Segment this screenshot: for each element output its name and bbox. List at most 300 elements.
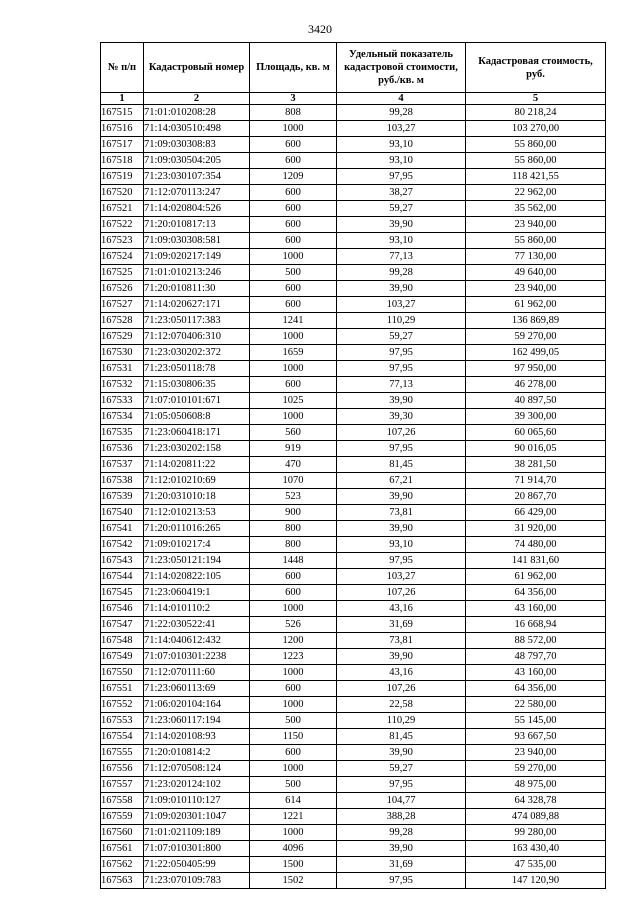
row-number-cell: 167542 xyxy=(101,537,144,553)
cadastral-value-cell: 43 160,00 xyxy=(466,665,606,681)
table-row xyxy=(101,281,606,297)
cadastral-number-cell: 71:20:010817:13 xyxy=(144,217,250,233)
cadastral-number-cell: 71:12:070508:124 xyxy=(144,761,250,777)
header-unit-rate: Удельный показатель кадастровой стоимости, руб./кв. м xyxy=(337,43,466,93)
row-number-cell: 167561 xyxy=(101,841,144,857)
table-row xyxy=(101,489,606,505)
cadastral-number-cell: 71:14:020108:93 xyxy=(144,729,250,745)
column-number: 3 xyxy=(250,93,337,105)
table-row xyxy=(101,345,606,361)
cadastral-value-cell: 474 089,88 xyxy=(466,809,606,825)
cadastral-value-cell: 90 016,05 xyxy=(466,441,606,457)
header-row-number: № п/п xyxy=(101,43,144,93)
cadastral-number-cell: 71:09:010217:4 xyxy=(144,537,250,553)
cadastral-number-cell: 71:01:021109:189 xyxy=(144,825,250,841)
table-row xyxy=(101,185,606,201)
cadastral-value-cell: 74 480,00 xyxy=(466,537,606,553)
row-number-cell: 167520 xyxy=(101,185,144,201)
unit-rate-cell: 77,13 xyxy=(337,249,466,265)
row-number-cell: 167523 xyxy=(101,233,144,249)
cadastral-number-cell: 71:23:050118:78 xyxy=(144,361,250,377)
row-number-cell: 167525 xyxy=(101,265,144,281)
cadastral-value-cell: 39 300,00 xyxy=(466,409,606,425)
table-row xyxy=(101,601,606,617)
area-cell: 1241 xyxy=(250,313,337,329)
cadastral-value-cell: 22 962,00 xyxy=(466,185,606,201)
area-cell: 1448 xyxy=(250,553,337,569)
unit-rate-cell: 93,10 xyxy=(337,153,466,169)
table-row xyxy=(101,201,606,217)
cadastral-number-cell: 71:23:060117:194 xyxy=(144,713,250,729)
row-number-cell: 167555 xyxy=(101,745,144,761)
row-number-cell: 167560 xyxy=(101,825,144,841)
cadastral-value-cell: 49 640,00 xyxy=(466,265,606,281)
table-row xyxy=(101,841,606,857)
table-row xyxy=(101,825,606,841)
cadastral-value-cell: 61 962,00 xyxy=(466,569,606,585)
area-cell: 1000 xyxy=(250,825,337,841)
area-cell: 600 xyxy=(250,217,337,233)
row-number-cell: 167537 xyxy=(101,457,144,473)
unit-rate-cell: 73,81 xyxy=(337,505,466,521)
area-cell: 470 xyxy=(250,457,337,473)
header-area: Площадь, кв. м xyxy=(250,43,337,93)
cadastral-value-cell: 64 356,00 xyxy=(466,585,606,601)
row-number-cell: 167556 xyxy=(101,761,144,777)
area-cell: 600 xyxy=(250,297,337,313)
cadastral-number-cell: 71:14:020822:105 xyxy=(144,569,250,585)
area-cell: 500 xyxy=(250,713,337,729)
cadastral-number-cell: 71:23:030202:372 xyxy=(144,345,250,361)
row-number-cell: 167536 xyxy=(101,441,144,457)
column-number: 5 xyxy=(466,93,606,105)
unit-rate-cell: 97,95 xyxy=(337,169,466,185)
header-row xyxy=(101,43,606,93)
cadastral-number-cell: 71:14:020804:526 xyxy=(144,201,250,217)
cadastral-number-cell: 71:23:020124:102 xyxy=(144,777,250,793)
cadastral-number-cell: 71:23:060418:171 xyxy=(144,425,250,441)
header-cadastral-number: Кадастровый номер xyxy=(144,43,250,93)
table-row xyxy=(101,265,606,281)
table-row xyxy=(101,697,606,713)
area-cell: 600 xyxy=(250,569,337,585)
unit-rate-cell: 107,26 xyxy=(337,681,466,697)
row-number-cell: 167543 xyxy=(101,553,144,569)
unit-rate-cell: 22,58 xyxy=(337,697,466,713)
cadastral-number-cell: 71:23:060419:1 xyxy=(144,585,250,601)
unit-rate-cell: 110,29 xyxy=(337,313,466,329)
column-number: 4 xyxy=(337,93,466,105)
table-row xyxy=(101,121,606,137)
table-body xyxy=(101,105,606,889)
cadastral-number-cell: 71:14:020627:171 xyxy=(144,297,250,313)
page-number: 3420 xyxy=(308,22,332,36)
unit-rate-cell: 67,21 xyxy=(337,473,466,489)
row-number-cell: 167538 xyxy=(101,473,144,489)
row-number-cell: 167528 xyxy=(101,313,144,329)
table-row xyxy=(101,313,606,329)
area-cell: 1659 xyxy=(250,345,337,361)
cadastral-number-cell: 71:12:070113:247 xyxy=(144,185,250,201)
unit-rate-cell: 97,95 xyxy=(337,873,466,889)
row-number-cell: 167559 xyxy=(101,809,144,825)
cadastral-value-cell: 64 356,00 xyxy=(466,681,606,697)
unit-rate-cell: 104,77 xyxy=(337,793,466,809)
cadastral-value-cell: 97 950,00 xyxy=(466,361,606,377)
unit-rate-cell: 103,27 xyxy=(337,297,466,313)
row-number-cell: 167521 xyxy=(101,201,144,217)
cadastral-value-cell: 23 940,00 xyxy=(466,745,606,761)
unit-rate-cell: 103,27 xyxy=(337,569,466,585)
area-cell: 1070 xyxy=(250,473,337,489)
cadastral-value-cell: 23 940,00 xyxy=(466,281,606,297)
row-number-cell: 167550 xyxy=(101,665,144,681)
area-cell: 1000 xyxy=(250,249,337,265)
cadastral-value-cell: 55 860,00 xyxy=(466,153,606,169)
cadastral-value-cell: 88 572,00 xyxy=(466,633,606,649)
cadastral-value-cell: 103 270,00 xyxy=(466,121,606,137)
area-cell: 500 xyxy=(250,777,337,793)
cadastral-number-cell: 71:09:020301:1047 xyxy=(144,809,250,825)
cadastral-number-cell: 71:23:030202:158 xyxy=(144,441,250,457)
cadastral-value-cell: 43 160,00 xyxy=(466,601,606,617)
cadastral-value-cell: 163 430,40 xyxy=(466,841,606,857)
row-number-cell: 167548 xyxy=(101,633,144,649)
area-cell: 1500 xyxy=(250,857,337,873)
cadastral-value-cell: 35 562,00 xyxy=(466,201,606,217)
unit-rate-cell: 99,28 xyxy=(337,825,466,841)
table-row xyxy=(101,329,606,345)
cadastral-value-cell: 38 281,50 xyxy=(466,457,606,473)
row-number-cell: 167539 xyxy=(101,489,144,505)
unit-rate-cell: 39,30 xyxy=(337,409,466,425)
unit-rate-cell: 31,69 xyxy=(337,617,466,633)
row-number-cell: 167547 xyxy=(101,617,144,633)
unit-rate-cell: 93,10 xyxy=(337,137,466,153)
cadastral-number-cell: 71:23:050117:383 xyxy=(144,313,250,329)
area-cell: 500 xyxy=(250,265,337,281)
unit-rate-cell: 107,26 xyxy=(337,425,466,441)
table-row xyxy=(101,713,606,729)
unit-rate-cell: 81,45 xyxy=(337,457,466,473)
cadastral-number-cell: 71:23:060113:69 xyxy=(144,681,250,697)
row-number-cell: 167515 xyxy=(101,105,144,121)
table-row xyxy=(101,377,606,393)
table-row xyxy=(101,873,606,889)
area-cell: 1025 xyxy=(250,393,337,409)
unit-rate-cell: 99,28 xyxy=(337,105,466,121)
cadastral-value-cell: 48 975,00 xyxy=(466,777,606,793)
row-number-cell: 167534 xyxy=(101,409,144,425)
cadastral-number-cell: 71:07:010301:800 xyxy=(144,841,250,857)
unit-rate-cell: 38,27 xyxy=(337,185,466,201)
area-cell: 526 xyxy=(250,617,337,633)
row-number-cell: 167531 xyxy=(101,361,144,377)
row-number-cell: 167546 xyxy=(101,601,144,617)
unit-rate-cell: 93,10 xyxy=(337,233,466,249)
cadastral-value-cell: 20 867,70 xyxy=(466,489,606,505)
header-cadastral-value: Кадастровая стоимость, руб. xyxy=(466,43,606,93)
table-row xyxy=(101,217,606,233)
row-number-cell: 167519 xyxy=(101,169,144,185)
row-number-cell: 167524 xyxy=(101,249,144,265)
table-row xyxy=(101,441,606,457)
cadastral-value-cell: 31 920,00 xyxy=(466,521,606,537)
cadastral-value-cell: 118 421,55 xyxy=(466,169,606,185)
row-number-cell: 167533 xyxy=(101,393,144,409)
row-number-cell: 167535 xyxy=(101,425,144,441)
table-row xyxy=(101,777,606,793)
cadastral-number-cell: 71:22:030522:41 xyxy=(144,617,250,633)
cadastral-value-cell: 22 580,00 xyxy=(466,697,606,713)
cadastral-number-cell: 71:12:010213:53 xyxy=(144,505,250,521)
cadastral-value-cell: 48 797,70 xyxy=(466,649,606,665)
cadastral-value-cell: 61 962,00 xyxy=(466,297,606,313)
cadastral-value-cell: 71 914,70 xyxy=(466,473,606,489)
unit-rate-cell: 39,90 xyxy=(337,841,466,857)
unit-rate-cell: 39,90 xyxy=(337,393,466,409)
area-cell: 600 xyxy=(250,201,337,217)
area-cell: 808 xyxy=(250,105,337,121)
table-row xyxy=(101,473,606,489)
area-cell: 1000 xyxy=(250,409,337,425)
unit-rate-cell: 39,90 xyxy=(337,217,466,233)
unit-rate-cell: 97,95 xyxy=(337,441,466,457)
cadastral-number-cell: 71:06:020104:164 xyxy=(144,697,250,713)
area-cell: 1000 xyxy=(250,121,337,137)
area-cell: 1223 xyxy=(250,649,337,665)
row-number-cell: 167544 xyxy=(101,569,144,585)
row-number-cell: 167526 xyxy=(101,281,144,297)
cadastral-value-cell: 60 065,60 xyxy=(466,425,606,441)
cadastral-number-cell: 71:12:070406:310 xyxy=(144,329,250,345)
cadastral-number-cell: 71:09:030308:581 xyxy=(144,233,250,249)
table-row xyxy=(101,649,606,665)
unit-rate-cell: 110,29 xyxy=(337,713,466,729)
cadastral-value-cell: 99 280,00 xyxy=(466,825,606,841)
area-cell: 1209 xyxy=(250,169,337,185)
table-row xyxy=(101,585,606,601)
unit-rate-cell: 59,27 xyxy=(337,201,466,217)
area-cell: 1000 xyxy=(250,601,337,617)
unit-rate-cell: 81,45 xyxy=(337,729,466,745)
row-number-cell: 167518 xyxy=(101,153,144,169)
cadastral-value-cell: 16 668,94 xyxy=(466,617,606,633)
row-number-cell: 167532 xyxy=(101,377,144,393)
unit-rate-cell: 43,16 xyxy=(337,601,466,617)
cadastral-value-cell: 136 869,89 xyxy=(466,313,606,329)
cadastral-value-cell: 59 270,00 xyxy=(466,329,606,345)
cadastral-number-cell: 71:07:010101:671 xyxy=(144,393,250,409)
row-number-cell: 167517 xyxy=(101,137,144,153)
unit-rate-cell: 388,28 xyxy=(337,809,466,825)
cadastral-number-cell: 71:05:050608:8 xyxy=(144,409,250,425)
table-row xyxy=(101,617,606,633)
cadastral-value-cell: 147 120,90 xyxy=(466,873,606,889)
area-cell: 1000 xyxy=(250,697,337,713)
area-cell: 1221 xyxy=(250,809,337,825)
cadastral-value-table xyxy=(100,42,606,889)
table-row xyxy=(101,137,606,153)
cadastral-number-cell: 71:01:010208:28 xyxy=(144,105,250,121)
unit-rate-cell: 39,90 xyxy=(337,281,466,297)
cadastral-number-cell: 71:20:031010:18 xyxy=(144,489,250,505)
cadastral-number-cell: 71:07:010301:2238 xyxy=(144,649,250,665)
row-number-cell: 167551 xyxy=(101,681,144,697)
cadastral-value-cell: 55 860,00 xyxy=(466,137,606,153)
cadastral-value-cell: 59 270,00 xyxy=(466,761,606,777)
cadastral-value-cell: 40 897,50 xyxy=(466,393,606,409)
row-number-cell: 167554 xyxy=(101,729,144,745)
unit-rate-cell: 39,90 xyxy=(337,521,466,537)
cadastral-number-cell: 71:09:010110:127 xyxy=(144,793,250,809)
area-cell: 1000 xyxy=(250,361,337,377)
unit-rate-cell: 59,27 xyxy=(337,329,466,345)
table-row xyxy=(101,425,606,441)
cadastral-value-cell: 55 145,00 xyxy=(466,713,606,729)
table-row xyxy=(101,105,606,121)
unit-rate-cell: 59,27 xyxy=(337,761,466,777)
cadastral-value-cell: 162 499,05 xyxy=(466,345,606,361)
table-row xyxy=(101,457,606,473)
cadastral-value-cell: 66 429,00 xyxy=(466,505,606,521)
row-number-cell: 167529 xyxy=(101,329,144,345)
cadastral-number-cell: 71:14:010110:2 xyxy=(144,601,250,617)
unit-rate-cell: 31,69 xyxy=(337,857,466,873)
area-cell: 900 xyxy=(250,505,337,521)
table-row xyxy=(101,505,606,521)
cadastral-number-cell: 71:14:040612:432 xyxy=(144,633,250,649)
unit-rate-cell: 43,16 xyxy=(337,665,466,681)
cadastral-value-cell: 93 667,50 xyxy=(466,729,606,745)
area-cell: 600 xyxy=(250,185,337,201)
table-row xyxy=(101,745,606,761)
area-cell: 919 xyxy=(250,441,337,457)
area-cell: 600 xyxy=(250,681,337,697)
area-cell: 800 xyxy=(250,521,337,537)
table-row xyxy=(101,537,606,553)
row-number-cell: 167557 xyxy=(101,777,144,793)
row-number-cell: 167527 xyxy=(101,297,144,313)
cadastral-number-cell: 71:23:030107:354 xyxy=(144,169,250,185)
row-number-cell: 167522 xyxy=(101,217,144,233)
unit-rate-cell: 93,10 xyxy=(337,537,466,553)
row-number-cell: 167563 xyxy=(101,873,144,889)
table-row xyxy=(101,521,606,537)
cadastral-number-cell: 71:20:010814:2 xyxy=(144,745,250,761)
column-number-row xyxy=(101,93,606,105)
cadastral-number-cell: 71:09:020217:149 xyxy=(144,249,250,265)
table-row xyxy=(101,793,606,809)
area-cell: 600 xyxy=(250,233,337,249)
row-number-cell: 167562 xyxy=(101,857,144,873)
column-number: 1 xyxy=(101,93,144,105)
cadastral-number-cell: 71:14:020811:22 xyxy=(144,457,250,473)
area-cell: 614 xyxy=(250,793,337,809)
cadastral-value-cell: 46 278,00 xyxy=(466,377,606,393)
cadastral-number-cell: 71:01:010213:246 xyxy=(144,265,250,281)
cadastral-value-cell: 80 218,24 xyxy=(466,105,606,121)
unit-rate-cell: 107,26 xyxy=(337,585,466,601)
table-row xyxy=(101,729,606,745)
cadastral-value-cell: 23 940,00 xyxy=(466,217,606,233)
row-number-cell: 167540 xyxy=(101,505,144,521)
table-row xyxy=(101,681,606,697)
cadastral-value-cell: 55 860,00 xyxy=(466,233,606,249)
table-row xyxy=(101,233,606,249)
area-cell: 1150 xyxy=(250,729,337,745)
table-row xyxy=(101,633,606,649)
table-row xyxy=(101,665,606,681)
table-row xyxy=(101,553,606,569)
column-number: 2 xyxy=(144,93,250,105)
area-cell: 1502 xyxy=(250,873,337,889)
row-number-cell: 167545 xyxy=(101,585,144,601)
area-cell: 1000 xyxy=(250,761,337,777)
table-row xyxy=(101,809,606,825)
unit-rate-cell: 99,28 xyxy=(337,265,466,281)
table-row xyxy=(101,569,606,585)
unit-rate-cell: 97,95 xyxy=(337,553,466,569)
cadastral-number-cell: 71:14:030510:498 xyxy=(144,121,250,137)
row-number-cell: 167553 xyxy=(101,713,144,729)
row-number-cell: 167530 xyxy=(101,345,144,361)
table-row xyxy=(101,857,606,873)
row-number-cell: 167549 xyxy=(101,649,144,665)
cadastral-number-cell: 71:23:070109:783 xyxy=(144,873,250,889)
row-number-cell: 167541 xyxy=(101,521,144,537)
unit-rate-cell: 39,90 xyxy=(337,489,466,505)
area-cell: 600 xyxy=(250,281,337,297)
area-cell: 800 xyxy=(250,537,337,553)
unit-rate-cell: 77,13 xyxy=(337,377,466,393)
cadastral-value-cell: 64 328,78 xyxy=(466,793,606,809)
cadastral-number-cell: 71:20:010811:30 xyxy=(144,281,250,297)
area-cell: 600 xyxy=(250,153,337,169)
area-cell: 1000 xyxy=(250,665,337,681)
area-cell: 600 xyxy=(250,745,337,761)
row-number-cell: 167558 xyxy=(101,793,144,809)
cadastral-number-cell: 71:09:030504:205 xyxy=(144,153,250,169)
area-cell: 1200 xyxy=(250,633,337,649)
unit-rate-cell: 97,95 xyxy=(337,345,466,361)
table-row xyxy=(101,249,606,265)
area-cell: 4096 xyxy=(250,841,337,857)
cadastral-value-cell: 77 130,00 xyxy=(466,249,606,265)
cadastral-number-cell: 71:20:011016:265 xyxy=(144,521,250,537)
unit-rate-cell: 97,95 xyxy=(337,777,466,793)
unit-rate-cell: 39,90 xyxy=(337,649,466,665)
table-row xyxy=(101,297,606,313)
table-row xyxy=(101,169,606,185)
cadastral-value-cell: 141 831,60 xyxy=(466,553,606,569)
cadastral-number-cell: 71:09:030308:83 xyxy=(144,137,250,153)
unit-rate-cell: 103,27 xyxy=(337,121,466,137)
cadastral-value-cell: 47 535,00 xyxy=(466,857,606,873)
cadastral-number-cell: 71:12:070111:60 xyxy=(144,665,250,681)
cadastral-number-cell: 71:15:030806:35 xyxy=(144,377,250,393)
area-cell: 1000 xyxy=(250,329,337,345)
area-cell: 600 xyxy=(250,377,337,393)
table-row xyxy=(101,393,606,409)
unit-rate-cell: 97,95 xyxy=(337,361,466,377)
cadastral-number-cell: 71:22:050405:99 xyxy=(144,857,250,873)
area-cell: 560 xyxy=(250,425,337,441)
area-cell: 600 xyxy=(250,585,337,601)
unit-rate-cell: 39,90 xyxy=(337,745,466,761)
table-row xyxy=(101,361,606,377)
table-row xyxy=(101,409,606,425)
